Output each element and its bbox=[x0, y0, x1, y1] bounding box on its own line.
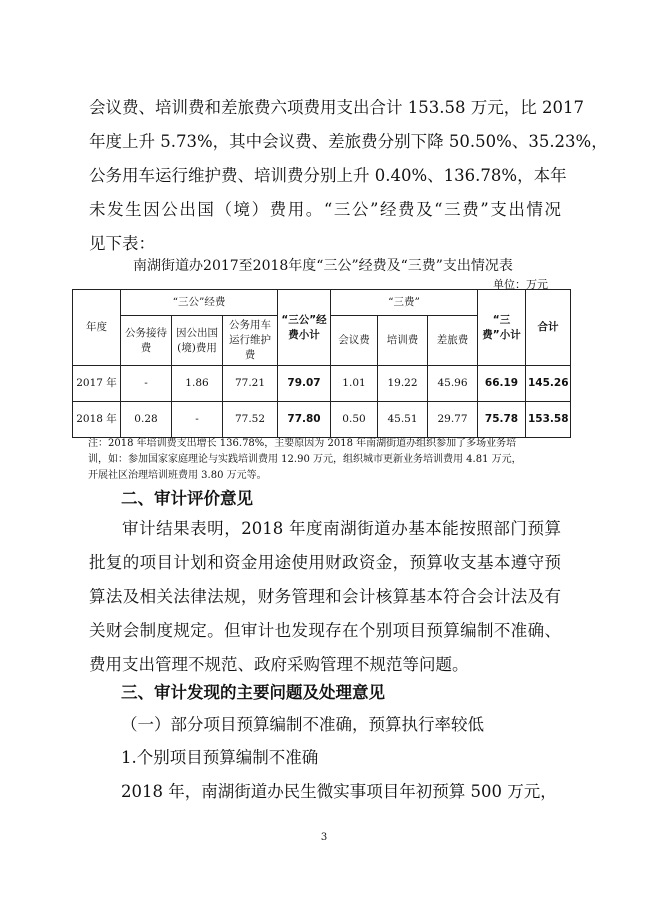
cell-meeting: 1.01 bbox=[331, 366, 378, 402]
table-caption: 南湖街道办2017至2018年度“三公”经费及“三费”支出情况表 bbox=[133, 258, 513, 274]
table-header-row bbox=[73, 290, 571, 316]
table-note bbox=[88, 436, 568, 484]
section-heading: 三、审计发现的主要问题及处理意见 bbox=[121, 683, 385, 702]
cell-training: 19.22 bbox=[378, 366, 428, 402]
cell-vehicle: 77.21 bbox=[223, 366, 278, 402]
table-unit: 单位：万元 bbox=[493, 278, 548, 291]
paragraph-expense-summary bbox=[89, 91, 608, 261]
text-line: 关财会制度规定。但审计也发现存在个别项目预算编制不准确、 bbox=[89, 621, 561, 640]
header-reception: 公务接待费 bbox=[121, 316, 172, 366]
note-line: 开展社区治理培训班费用 3.80 万元等。 bbox=[88, 470, 267, 481]
header-travel: 差旅费 bbox=[428, 316, 478, 366]
header-abroad: 因公出国(境)费用 bbox=[172, 316, 223, 366]
text-line: 见下表： bbox=[89, 234, 155, 253]
header-sangong-subtotal: “三公”经费小计 bbox=[278, 290, 331, 366]
cell-travel: 45.96 bbox=[428, 366, 478, 402]
cell-abroad: 1.86 bbox=[172, 366, 223, 402]
header-year: 年度 bbox=[73, 290, 121, 366]
text-line: 会议费、培训费和差旅费六项费用支出合计 153.58 万元，比 2017 bbox=[89, 98, 584, 117]
cell-travel: 29.77 bbox=[428, 402, 478, 438]
header-training: 培训费 bbox=[378, 316, 428, 366]
text-line: 费用支出管理不规范、政府采购管理不规范等问题。 bbox=[89, 655, 469, 674]
cell-total: 145.26 bbox=[526, 366, 571, 402]
header-total: 合计 bbox=[526, 290, 571, 366]
text-line: 审计结果表明，2018 年度南湖街道办基本能按照部门预算 bbox=[122, 519, 561, 538]
text-line: 公务用车运行维护费、培训费分别上升 0.40%、136.78%，本年 bbox=[89, 166, 567, 185]
cell-sanfei-subtotal: 75.78 bbox=[478, 402, 526, 438]
expense-table bbox=[72, 289, 571, 438]
cell-sangong-subtotal: 77.80 bbox=[278, 402, 331, 438]
cell-vehicle: 77.52 bbox=[223, 402, 278, 438]
table-row bbox=[73, 366, 571, 402]
note-line: 训，如：参加国家家庭理论与实践培训费用 12.90 万元，组织城市更新业务培训费用 4.81 万元， bbox=[88, 454, 522, 465]
note-line: 注：2018 年培训费支出增长 136.78%，主要原因为 2018 年南湖街道办组织参加了多场业务培 bbox=[88, 438, 517, 449]
table-row bbox=[73, 402, 571, 438]
section-heading: 二、审计评价意见 bbox=[121, 489, 253, 508]
text-line: 算法及相关法律法规，财务管理和会计核算基本符合会计法及有 bbox=[89, 587, 561, 606]
paragraph-audit-evaluation bbox=[89, 512, 561, 682]
header-sangong-group: “三公”经费 bbox=[121, 290, 278, 316]
cell-reception: - bbox=[121, 366, 172, 402]
header-sanfei-group: “三费” bbox=[331, 290, 478, 316]
subsection-heading: （一）部分项目预算编制不准确，预算执行率较低 bbox=[121, 715, 484, 734]
cell-meeting: 0.50 bbox=[331, 402, 378, 438]
page-number: 3 bbox=[320, 832, 328, 843]
cell-sanfei-subtotal: 66.19 bbox=[478, 366, 526, 402]
cell-year: 2018 年 bbox=[73, 402, 121, 438]
cell-reception: 0.28 bbox=[121, 402, 172, 438]
cell-total: 153.58 bbox=[526, 402, 571, 438]
cell-sangong-subtotal: 79.07 bbox=[278, 366, 331, 402]
text-line: 批复的项目计划和资金用途使用财政资金，预算收支基本遵守预 bbox=[89, 553, 561, 572]
header-vehicle: 公务用车运行维护费 bbox=[223, 316, 278, 366]
header-meeting: 会议费 bbox=[331, 316, 378, 366]
cell-year: 2017 年 bbox=[73, 366, 121, 402]
subsection-heading: 1.个别项目预算编制不准确 bbox=[121, 748, 319, 767]
text-line: 年度上升 5.73%，其中会议费、差旅费分别下降 50.50%、35.23%， bbox=[89, 132, 608, 151]
cell-abroad: - bbox=[172, 402, 223, 438]
text-line: 2018 年，南湖街道办民生微实事项目年初预算 500 万元， bbox=[121, 782, 557, 801]
header-sanfei-subtotal: “三费”小计 bbox=[478, 290, 526, 366]
cell-training: 45.51 bbox=[378, 402, 428, 438]
text-line: 未发生因公出国（境）费用。“三公”经费及“三费”支出情况 bbox=[89, 200, 561, 219]
